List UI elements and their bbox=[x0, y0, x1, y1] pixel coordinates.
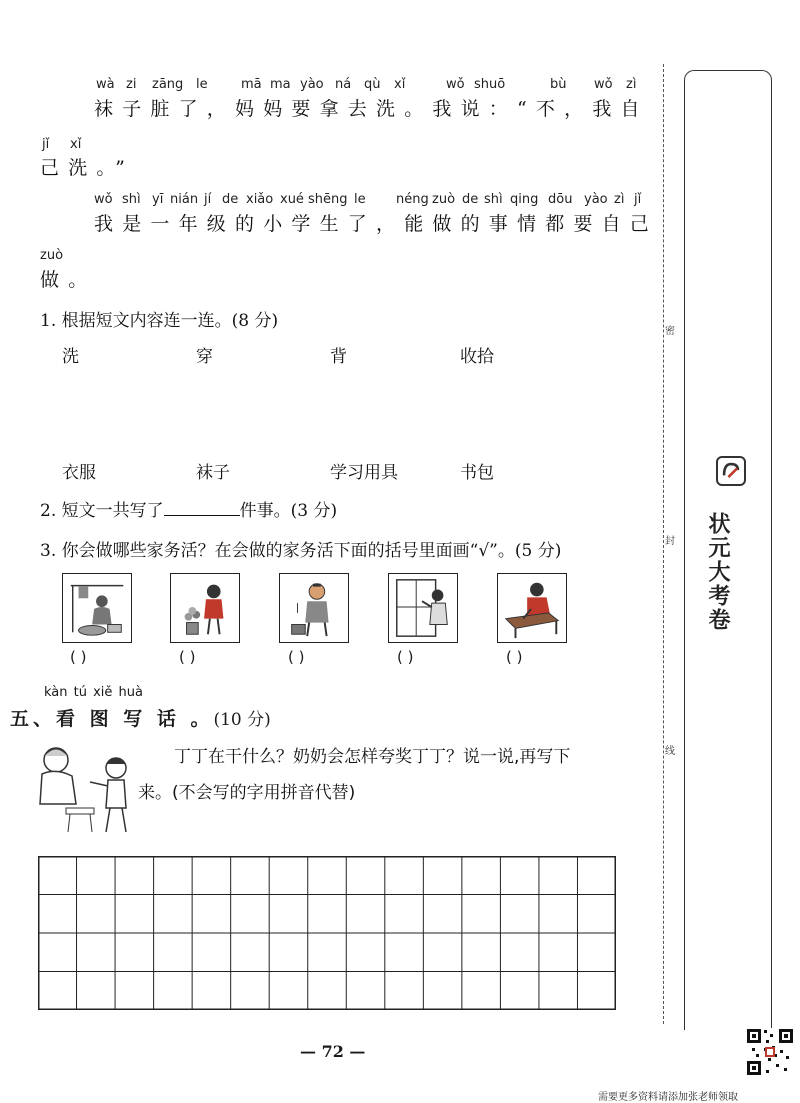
pinyin-syllable: xǐ bbox=[70, 137, 82, 152]
pinyin-syllable: de bbox=[222, 192, 239, 207]
pinyin-syllable: qù bbox=[364, 77, 381, 92]
pinyin-syllable: mā bbox=[241, 77, 262, 92]
writing-grid[interactable] bbox=[38, 856, 616, 1010]
section-title-pinyin: kàn tú xiě huà bbox=[44, 685, 143, 700]
pinyin-syllable: qing bbox=[510, 192, 539, 207]
pinyin-syllable: nián bbox=[170, 192, 199, 207]
qr-code-icon[interactable] bbox=[746, 1028, 794, 1076]
washing-clothes-icon bbox=[62, 573, 132, 643]
question-2-prefix: 2. 短文一共写了 bbox=[40, 501, 164, 521]
pinyin-line-4 bbox=[0, 248, 100, 264]
verb-tidy[interactable]: 收拾 bbox=[460, 347, 494, 367]
pinyin-syllable: jǐ bbox=[634, 192, 642, 207]
pinyin-syllable: yào bbox=[300, 77, 324, 92]
checkbox-paren-2[interactable]: ( ) bbox=[179, 648, 196, 666]
pinyin-syllable: shì bbox=[484, 192, 503, 207]
pinyin-syllable: shuō bbox=[474, 77, 506, 92]
brand-name: 状元大考卷 bbox=[705, 512, 730, 632]
pinyin-syllable: zì bbox=[614, 192, 625, 207]
page-number: — 72 — bbox=[300, 1042, 366, 1061]
verb-carry[interactable]: 背 bbox=[330, 347, 347, 367]
pinyin-syllable: bù bbox=[550, 77, 567, 92]
pinyin-syllable: néng bbox=[396, 192, 429, 207]
noun-clothes[interactable]: 衣服 bbox=[62, 463, 96, 483]
pinyin-line-1 bbox=[0, 77, 660, 93]
passage-line-1: 袜子脏了，妈妈要拿去洗。我说：“不，我自 bbox=[94, 98, 649, 120]
checkbox-paren-4[interactable]: ( ) bbox=[397, 648, 414, 666]
pinyin-syllable: de bbox=[462, 192, 479, 207]
checkbox-paren-5[interactable]: ( ) bbox=[506, 648, 523, 666]
verb-wash[interactable]: 洗 bbox=[62, 347, 79, 367]
pinyin-syllable: wà bbox=[96, 77, 115, 92]
pinyin-syllable: le bbox=[196, 77, 208, 92]
pinyin-syllable: yī bbox=[152, 192, 164, 207]
pinyin-syllable: zāng bbox=[152, 77, 184, 92]
pinyin-syllable: wǒ bbox=[94, 192, 113, 207]
question-1: 1. 根据短文内容连一连。(8 分) bbox=[40, 311, 279, 331]
pinyin-syllable: zi bbox=[126, 77, 137, 92]
pinyin-syllable: jǐ bbox=[42, 137, 50, 152]
pinyin-syllable: shì bbox=[122, 192, 141, 207]
pinyin-syllable: zuò bbox=[432, 192, 456, 207]
passage-line-2: 己洗。” bbox=[40, 157, 135, 179]
noun-schoolbag[interactable]: 书包 bbox=[460, 463, 494, 483]
wiping-table-icon bbox=[497, 573, 567, 643]
answer-blank[interactable] bbox=[164, 501, 240, 516]
brand-logo-icon bbox=[716, 456, 746, 486]
sweeping-floor-icon bbox=[279, 573, 349, 643]
grandma-and-boy-illustration bbox=[28, 738, 140, 838]
writing-prompt-line-1: 丁丁在干什么？奶奶会怎样夸奖丁丁？说一说,再写下 bbox=[174, 747, 571, 767]
writing-prompt-line-2: 来。(不会写的字用拼音代替) bbox=[138, 783, 356, 803]
pinyin-syllable: xué bbox=[280, 192, 304, 207]
noun-school-supplies[interactable]: 学习用具 bbox=[330, 463, 398, 483]
section-title bbox=[10, 704, 271, 731]
pinyin-line-3 bbox=[0, 192, 660, 208]
passage-line-3: 我是一年级的小学生了，能做的事情都要自己 bbox=[94, 213, 659, 235]
pinyin-syllable: yào bbox=[584, 192, 608, 207]
pinyin-line-2 bbox=[0, 137, 200, 153]
pinyin-syllable: zì bbox=[626, 77, 637, 92]
watering-flowers-icon bbox=[170, 573, 240, 643]
seal-line bbox=[663, 64, 664, 1024]
pinyin-syllable: wǒ bbox=[594, 77, 613, 92]
seal-char-mi: 密 bbox=[665, 320, 675, 339]
pinyin-syllable: shēng bbox=[308, 192, 348, 207]
checkbox-paren-3[interactable]: ( ) bbox=[288, 648, 305, 666]
pinyin-syllable: xǐ bbox=[394, 77, 406, 92]
pinyin-syllable: zuò bbox=[40, 248, 64, 263]
passage-line-4: 做。 bbox=[40, 269, 97, 291]
seal-char-feng: 封 bbox=[665, 530, 675, 549]
question-2-suffix: 件事。(3 分) bbox=[239, 501, 338, 521]
section-score: (10 分) bbox=[213, 710, 271, 730]
pinyin-syllable: le bbox=[354, 192, 366, 207]
question-2 bbox=[40, 496, 337, 521]
cleaning-window-icon bbox=[388, 573, 458, 643]
seal-char-xian: 线 bbox=[665, 740, 675, 759]
checkbox-paren-1[interactable]: ( ) bbox=[70, 648, 87, 666]
question-3: 3. 你会做哪些家务活？在会做的家务活下面的括号里面画“√”。(5 分) bbox=[40, 541, 562, 561]
section-title-text: 五、看 图 写 话 。 bbox=[10, 708, 214, 730]
pinyin-syllable: ná bbox=[335, 77, 352, 92]
verb-wear[interactable]: 穿 bbox=[196, 347, 213, 367]
pinyin-syllable: jí bbox=[204, 192, 212, 207]
pinyin-syllable: xiǎo bbox=[246, 192, 274, 207]
pinyin-syllable: dōu bbox=[548, 192, 573, 207]
noun-socks[interactable]: 袜子 bbox=[196, 463, 230, 483]
footer-note: 需要更多资料请添加张老师领取 bbox=[598, 1092, 738, 1103]
pinyin-syllable: wǒ bbox=[446, 77, 465, 92]
pinyin-syllable: ma bbox=[270, 77, 291, 92]
